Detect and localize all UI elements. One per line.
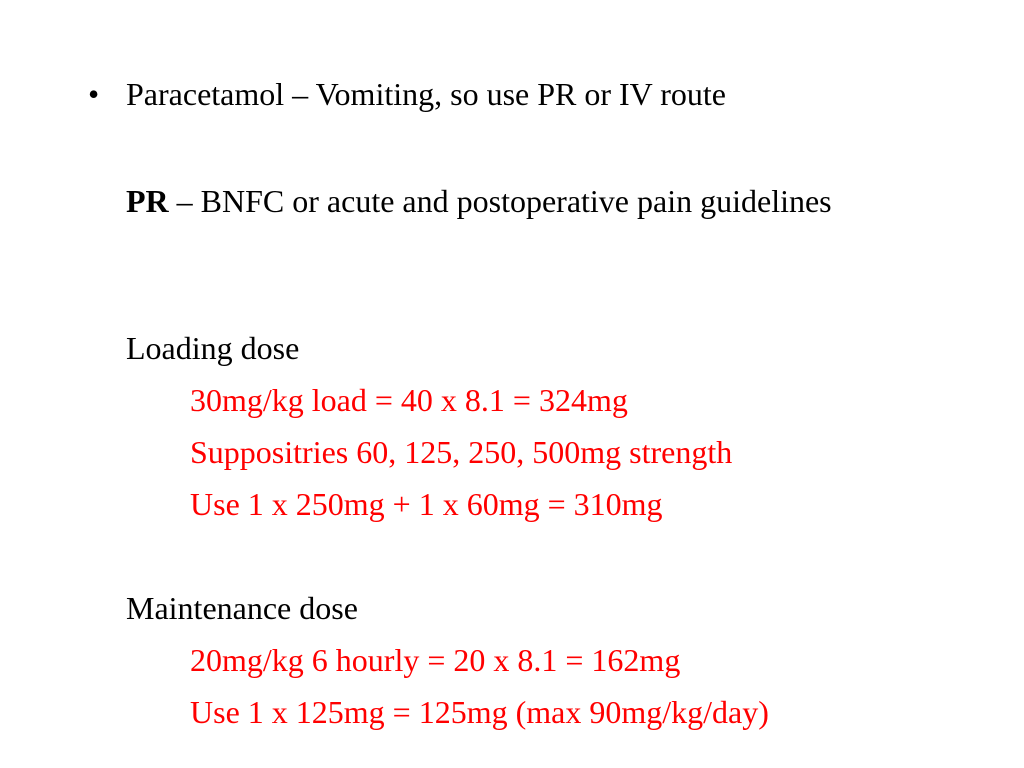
bullet-icon: • bbox=[88, 76, 100, 112]
loading-dose-heading: Loading dose bbox=[126, 330, 300, 366]
loading-dose-line: 30mg/kg load = 40 x 8.1 = 324mg bbox=[190, 382, 628, 418]
maintenance-dose-line: 20mg/kg 6 hourly = 20 x 8.1 = 162mg bbox=[190, 642, 681, 678]
maintenance-dose-heading: Maintenance dose bbox=[126, 590, 358, 626]
pr-guidelines-paragraph bbox=[126, 180, 886, 222]
paracetamol-route-line: Paracetamol – Vomiting, so use PR or IV route bbox=[126, 76, 726, 112]
maintenance-dose-line: Use 1 x 125mg = 125mg (max 90mg/kg/day) bbox=[190, 694, 769, 730]
loading-dose-line: Suppositries 60, 125, 250, 500mg strength bbox=[190, 434, 733, 470]
pr-label: PR bbox=[126, 183, 169, 219]
pr-guidelines-text: – BNFC or acute and postoperative pain guidelines bbox=[168, 183, 832, 219]
loading-dose-line: Use 1 x 250mg + 1 x 60mg = 310mg bbox=[190, 486, 663, 522]
